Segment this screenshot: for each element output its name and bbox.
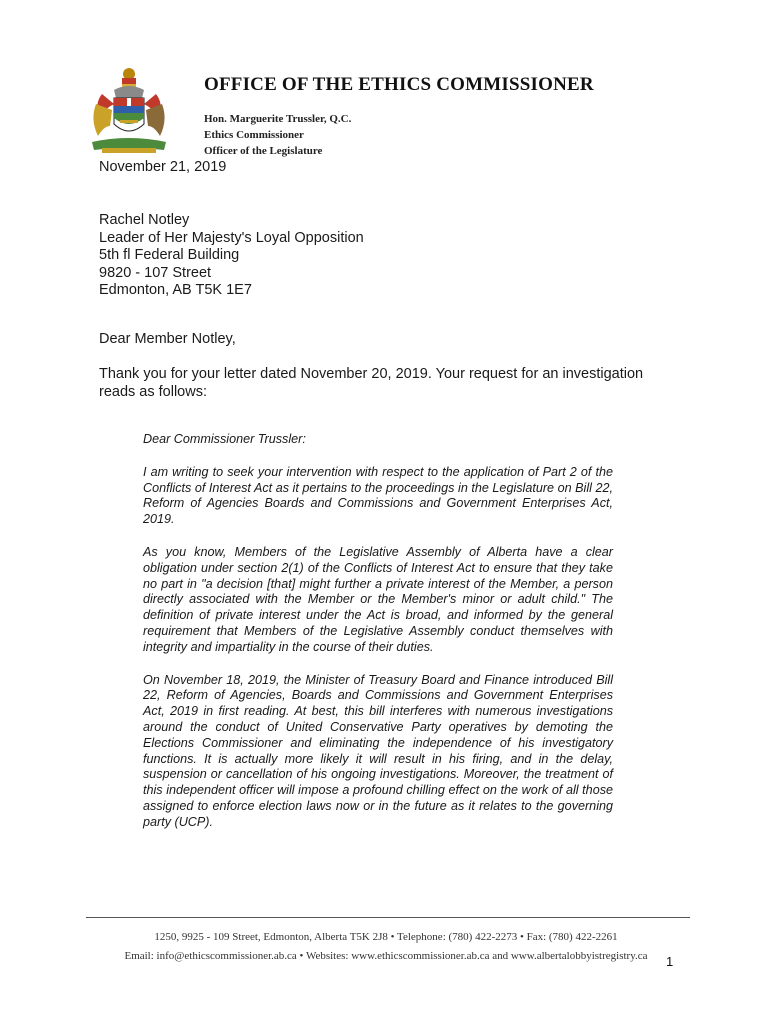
letter-date: November 21, 2019 xyxy=(99,159,227,175)
recipient-name: Rachel Notley xyxy=(99,212,190,228)
office-designation: Officer of the Legislature xyxy=(204,145,323,157)
quoted-paragraph: I am writing to seek your intervention with respect to the application of Part 2 of the Conflicts of Interest Act as it pertains to the proceedings in the Legislature on Bill 22, Reform of Agencies Boards and Commissions and Government Enterprises Act, 2019. xyxy=(143,464,613,527)
salutation: Dear Member Notley, xyxy=(99,331,236,347)
quoted-letter xyxy=(143,432,613,848)
quoted-paragraph: On November 18, 2019, the Minister of Treasury Board and Finance introduced Bill 22, Reform of Agencies, Boards and Commissions and Government Enterprises Act, 2019 in first reading. At best, this bill interferes with numerous investigations around the conduct of United Conservative Party operatives by demoting the Elections Commissioner and eliminating the independence of his investigatory functions. It is actually more likely it will result in his firing, and in the delay, suspension or cancellation of his ongoing investigations. Moreover, the treatment of this independent officer will impose a profound chilling effect on the work of all those assigned to enforce election laws now or in the future as it relates to the governing party (UCP). xyxy=(143,672,613,829)
quoted-paragraph: As you know, Members of the Legislative Assembly of Alberta have a clear obligation under section 2(1) of the Conflicts of Interest Act to ensure that they take no part in "a decision [that] might further a private interest of the Member, a person directly associated with the Member or the Member's minor or adult child." The definition of private interest under the Act is broad, and informed by the general requirement that Members of the Legislative Assembly conduct themselves with integrity and impartiality in the course of their duties. xyxy=(143,544,613,654)
footer-divider xyxy=(86,917,690,918)
letterhead-details xyxy=(204,111,351,159)
recipient-building: 5th fl Federal Building xyxy=(99,247,240,263)
quoted-salutation: Dear Commissioner Trussler: xyxy=(143,432,306,446)
footer-address: 1250, 9925 - 109 Street, Edmonton, Alberta T5K 2J8 • Telephone: (780) 422-2273 • Fax: (780) 422-2261 xyxy=(154,931,618,943)
intro-paragraph: Thank you for your letter dated November 20, 2019. Your request for an investigation reads as follows: xyxy=(99,366,644,400)
recipient-city: Edmonton, AB T5K 1E7 xyxy=(99,282,252,298)
recipient-title: Leader of Her Majesty's Loyal Opposition xyxy=(99,229,364,246)
recipient-address xyxy=(99,212,364,300)
footer xyxy=(96,928,676,966)
page-number: 1 xyxy=(666,954,674,969)
commissioner-role: Ethics Commissioner xyxy=(204,129,304,141)
office-title: OFFICE OF THE ETHICS COMMISSIONER xyxy=(204,74,594,95)
recipient-street: 9820 - 107 Street xyxy=(99,264,212,281)
commissioner-name: Hon. Marguerite Trussler, Q.C. xyxy=(204,113,352,125)
footer-contact: Email: info@ethicscommissioner.ab.ca • Websites: www.ethicscommissioner.ab.ca and www.albertalobbyistregistry.ca xyxy=(124,950,648,962)
alberta-coat-of-arms-icon xyxy=(84,64,174,156)
